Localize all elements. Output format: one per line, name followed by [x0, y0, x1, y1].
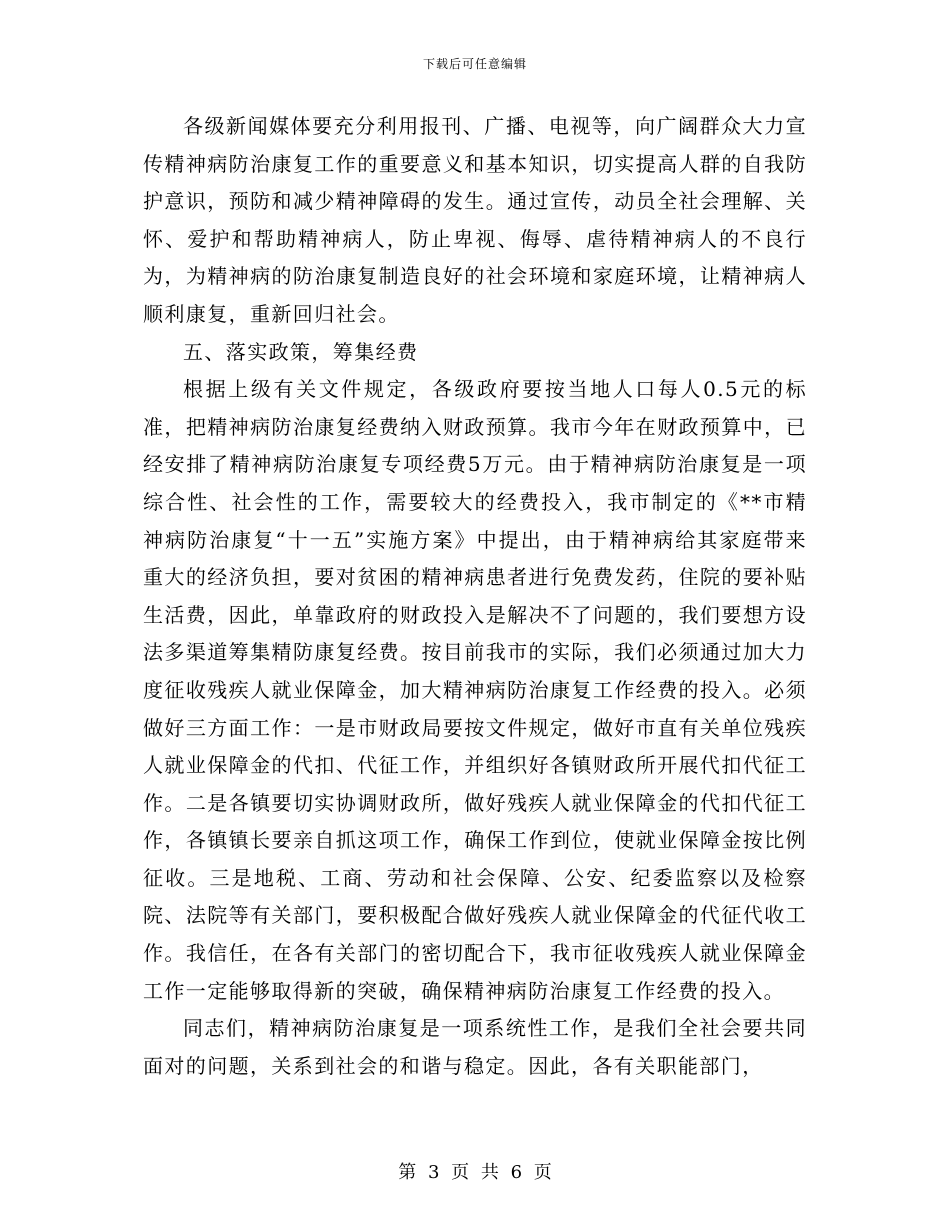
page-header: 下载后可任意编辑	[422, 57, 527, 71]
document-body	[143, 108, 807, 1085]
section-heading-funding: 五、落实政策，筹集经费	[183, 339, 419, 364]
paragraph-media-publicity: 各级新闻媒体要充分利用报刊、广播、电视等，向广阔群众大力宣传精神病防治康复工作的重要意义和基本知识，切实提高人群的自我防护意识，预防和减少精神障碍的发生。通过宣传，动员全社会理解、关怀、爱护和帮助精神病人，防止卑视、侮辱、虐待精神病人的不良行为，为精神病的防治康复制造良好的社会环境和家庭环境，让精神病人顺利康复，重新回归社会。	[143, 114, 807, 326]
paragraph-closing: 同志们，精神病防治康复是一项系统性工作，是我们全社会要共同面对的问题，关系到社会的和谐与稳定。因此，各有关职能部门，	[143, 1016, 807, 1078]
page-number: 第 3 页 共 6 页	[398, 1162, 552, 1183]
paragraph-funding-policy: 根据上级有关文件规定，各级政府要按当地人口每人0.5元的标准，把精神病防治康复经费纳入财政预算。我市今年在财政预算中，已经安排了精神病防治康复专项经费5万元。由于精神病防治康复是一项综合性、社会性的工作，需要较大的经费投入，我市制定的《**市精神病防治康复“十一五”实施方案》中提出，由于精神病给其家庭带来重大的经济负担，要对贫困的精神病患者进行免费发药，住院的要补贴生活费，因此，单靠政府的财政投入是解决不了问题的，我们要想方设法多渠道筹集精防康复经费。按目前我市的实际，我们必须通过加大力度征收残疾人就业保障金，加大精神病防治康复工作经费的投入。必须做好三方面工作：一是市财政局要按文件规定，做好市直有关单位残疾人就业保障金的代扣、代征工作，并组织好各镇财政所开展代扣代征工作。二是各镇要切实协调财政所，做好残疾人就业保障金的代扣代征工作，各镇镇长要亲自抓这项工作，确保工作到位，使就业保障金按比例征收。三是地税、工商、劳动和社会保障、公安、纪委监察以及检察院、法院等有关部门，要积极配合做好残疾人就业保障金的代征代收工作。我信任，在各有关部门的密切配合下，我市征收残疾人就业保障金工作一定能够取得新的突破，确保精神病防治康复工作经费的投入。	[143, 377, 807, 1003]
